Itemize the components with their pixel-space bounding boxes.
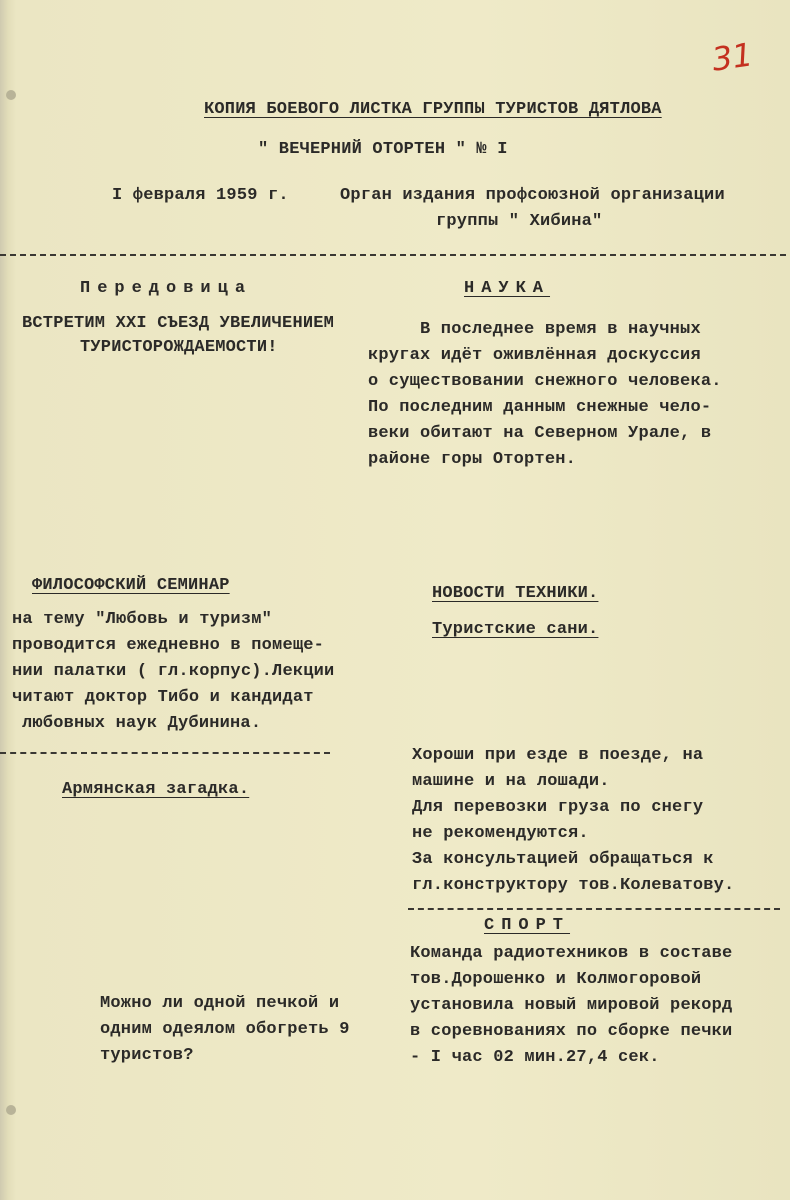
seminar-line: любовных наук Дубинина. (22, 714, 262, 733)
document-title: КОПИЯ БОЕВОГО ЛИСТКА ГРУППЫ ТУРИСТОВ ДЯТЛОВА (204, 100, 662, 119)
editorial-line: ТУРИСТОРОЖДАЕМОСТИ! (80, 338, 278, 357)
tech-line: не рекомендуются. (412, 824, 589, 843)
sport-line: тов.Дорошенко и Колмогоровой (410, 970, 702, 989)
seminar-line: нии палатки ( гл.корпус).Лекции (12, 662, 335, 681)
science-line: о существовании снежного человека. (368, 372, 722, 391)
sport-heading: СПОРТ (484, 916, 571, 935)
seminar-heading: ФИЛОСОФСКИЙ СЕМИНАР (32, 576, 230, 595)
tech-line: Хороши при езде в поезде, на (412, 746, 704, 765)
tech-line: Для перевозки груза по снегу (412, 798, 704, 817)
seminar-line: проводится ежедневно в помеще- (12, 636, 325, 655)
tech-line: гл.конструктору тов.Колеватову. (412, 876, 735, 895)
riddle-line: одним одеялом обогреть 9 (100, 1020, 350, 1039)
issue-date: I февраля 1959 г. (112, 186, 289, 205)
riddle-heading: Армянская загадка. (62, 780, 250, 799)
organ-line-2: группы " Хибина" (436, 212, 603, 231)
tech-heading: НОВОСТИ ТЕХНИКИ. (432, 584, 599, 603)
science-line: По последним данным снежные чело- (368, 398, 712, 417)
binding-hole (6, 1105, 16, 1115)
science-line: районе горы Отортен. (368, 450, 577, 469)
sport-line: в соревнованиях по сборке печки (410, 1022, 733, 1041)
seminar-line: на тему "Любовь и туризм" (12, 610, 273, 629)
sport-line: Команда радиотехников в составе (410, 944, 733, 963)
seminar-line: читают доктор Тибо и кандидат (12, 688, 314, 707)
sport-line: - I час 02 мин.27,4 сек. (410, 1048, 660, 1067)
sport-line: установила новый мировой рекорд (410, 996, 733, 1015)
riddle-line: туристов? (100, 1046, 194, 1065)
binding-hole (6, 90, 16, 100)
editorial-heading: Передовица (80, 279, 253, 298)
page-number: 31 (709, 35, 756, 79)
editorial-line: ВСТРЕТИМ XXI СЪЕЗД УВЕЛИЧЕНИЕМ (22, 314, 335, 333)
tech-line: машине и на лошади. (412, 772, 610, 791)
science-line: веки обитают на Северном Урале, в (368, 424, 712, 443)
header-divider (0, 254, 786, 256)
tech-subheading: Туристские сани. (432, 620, 599, 639)
science-line: кругах идёт оживлённая доскуссия (368, 346, 701, 365)
organ-line-1: Орган издания профсоюзной организации (340, 186, 725, 205)
left-divider (0, 752, 330, 754)
sport-divider (408, 908, 780, 910)
tech-line: За консультацией обращаться к (412, 850, 714, 869)
science-line: В последнее время в научных (420, 320, 701, 339)
riddle-line: Можно ли одной печкой и (100, 994, 340, 1013)
newsletter-name: " ВЕЧЕРНИЙ ОТОРТЕН " № I (258, 140, 508, 159)
science-heading: НАУКА (464, 279, 551, 298)
